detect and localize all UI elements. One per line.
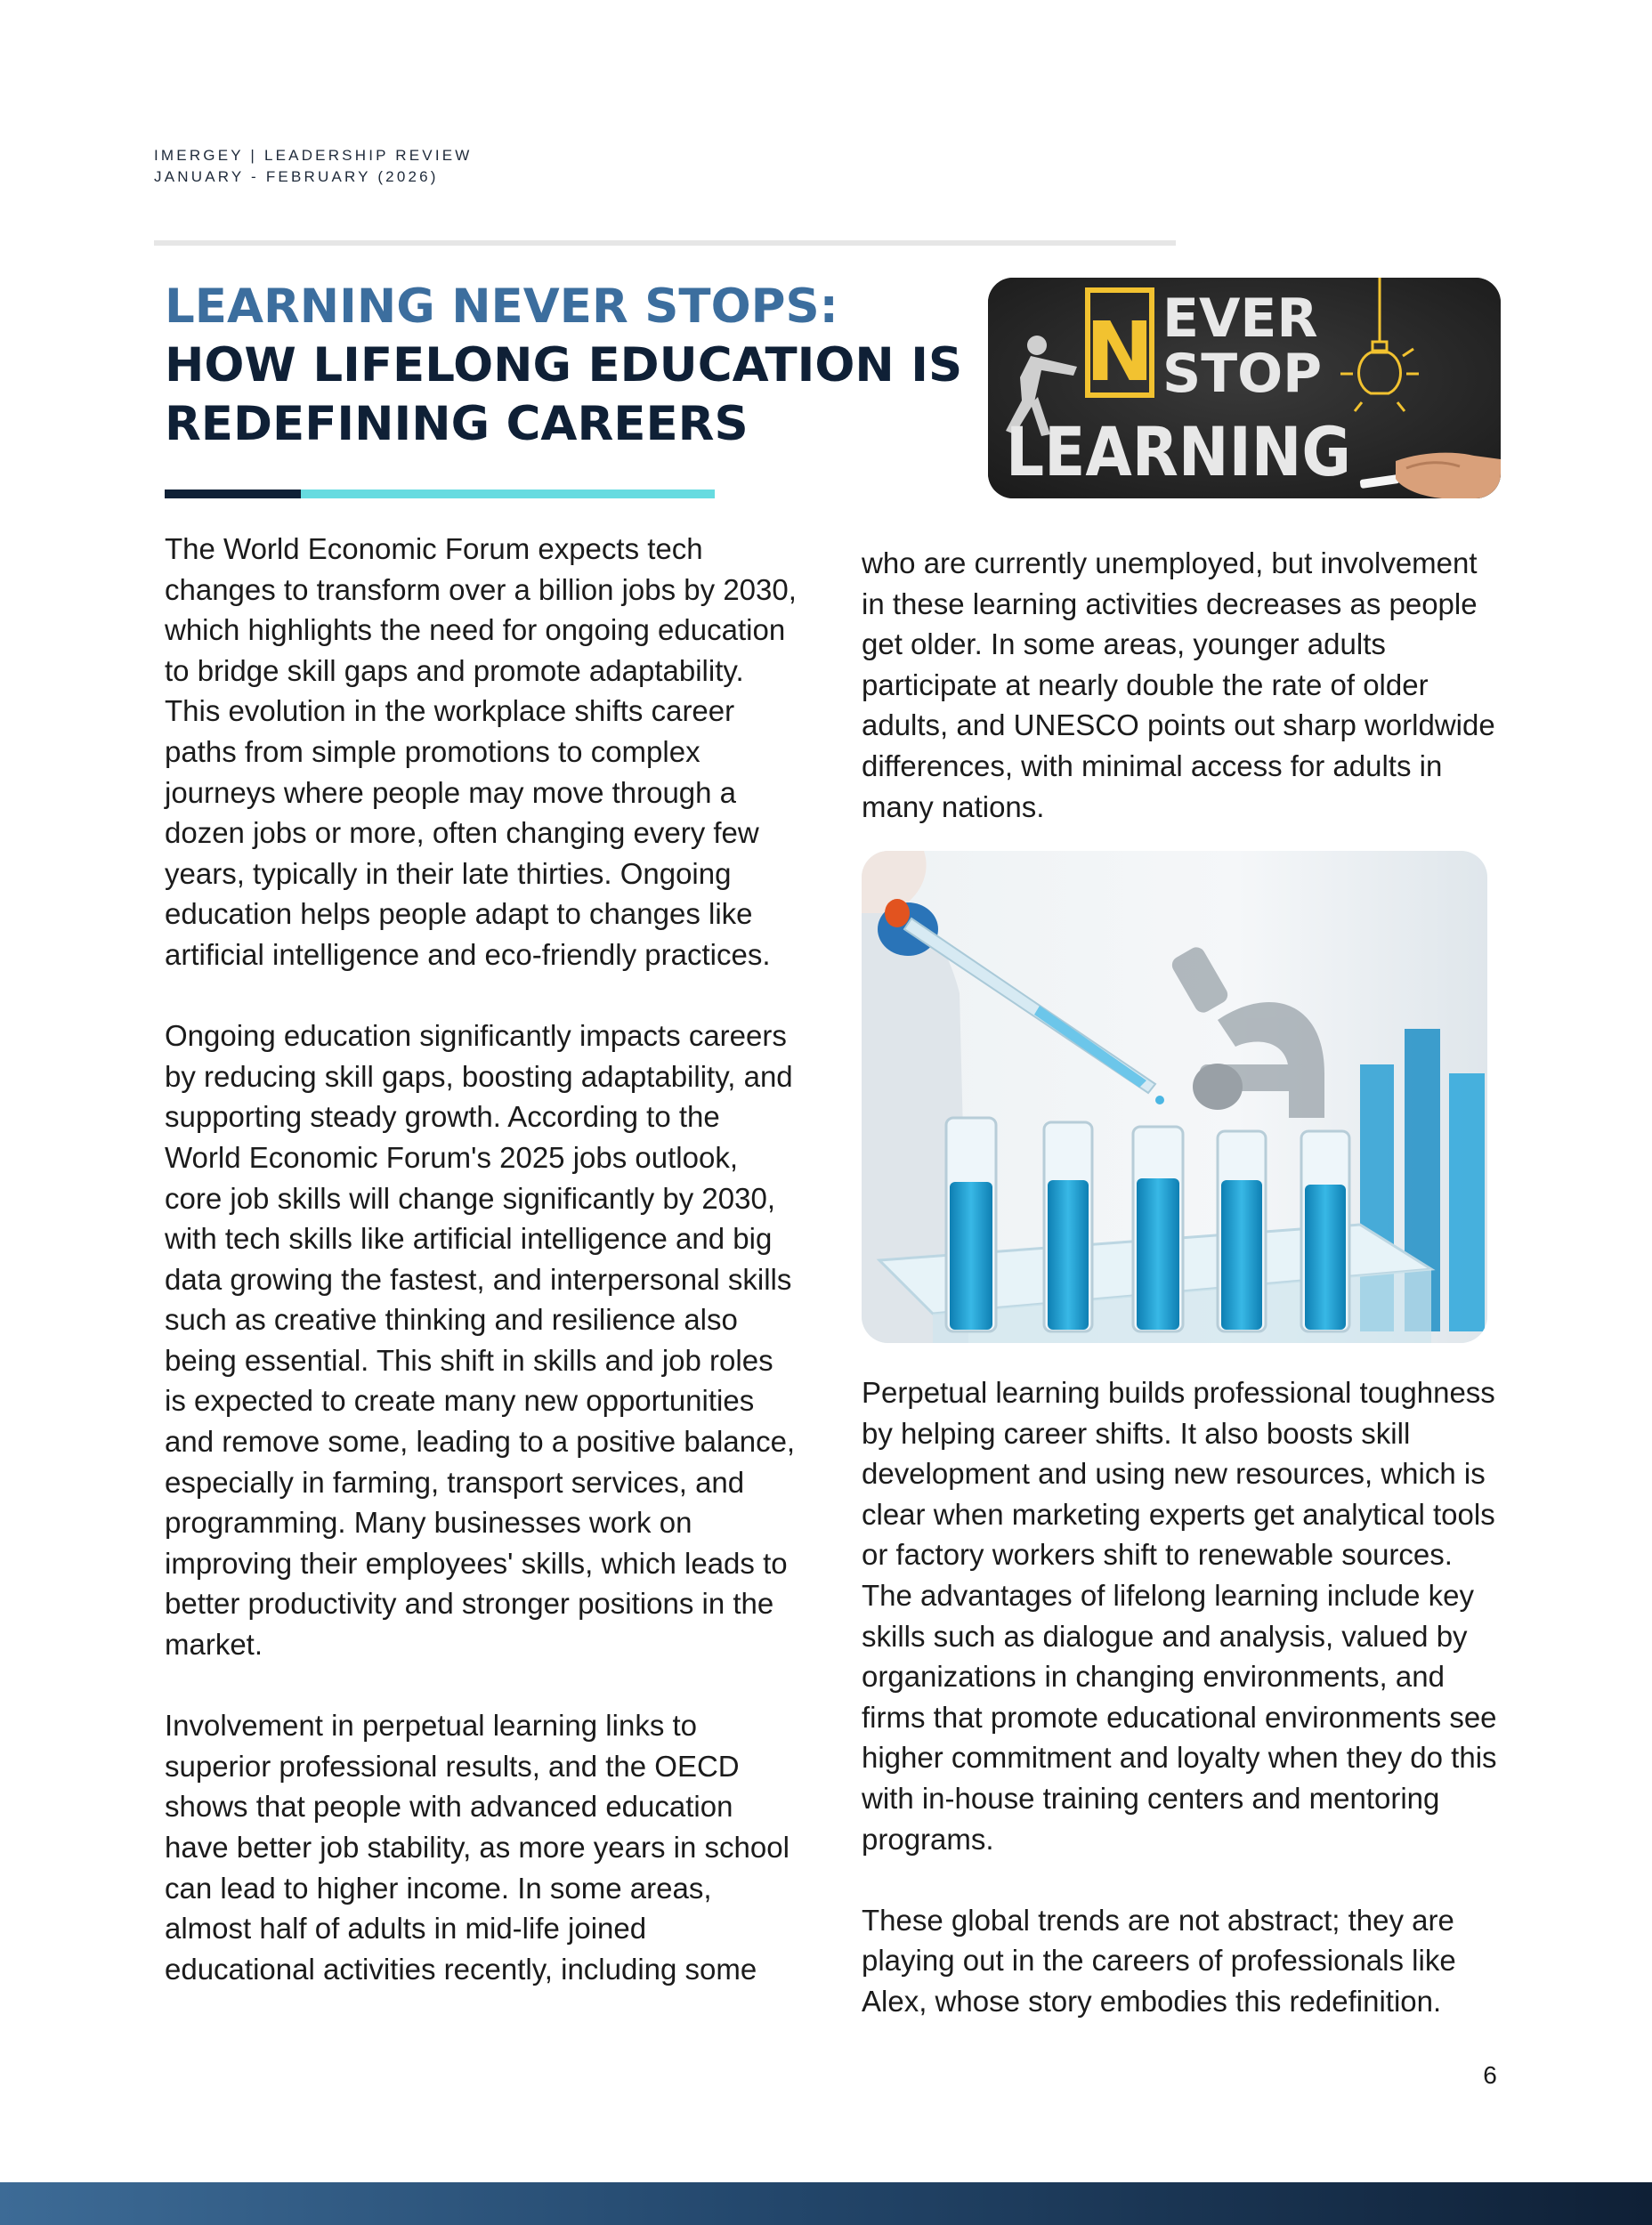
letter-n: N [1085,304,1154,400]
title-accent-bar [165,490,715,498]
paragraph-1: The World Economic Forum expects tech changes to transform over a billion jobs by 2030, which highlights the need for ongoing education to bridge skill gaps and promote adaptability. This evolution in the workplace shifts career paths from simple promotions to complex journeys where people may move through a dozen jobs or more, often changing every few years, typically in their late thirties. Ongoing education helps people adapt to changes like artificial intelligence and eco-friendly practices. [165,532,797,971]
top-divider [154,240,1176,246]
word-ever: EVER [1162,287,1318,350]
article-title [165,278,984,454]
masthead-issue-date: JANUARY - FEBRUARY (2026) [154,168,439,185]
lab-test-tubes-image [862,851,1487,1343]
masthead [154,145,473,188]
right-column-top [862,543,1498,827]
right-column-bottom [862,1372,1498,2022]
paragraph-3: Involvement in perpetual learning links to superior professional results, and the OECD shows that people with advanced education have better job stability, as more years in school can lead to higher income. In some areas, almost half of adults in mid-life joined educational activities recently, including some [165,1709,790,1986]
paragraph-5: Perpetual learning builds professional toughness by helping career shifts. It also boosts skill development and using new resources, which is clear when marketing experts get analytical tools or factory workers shift to renewable sources. The advantages of lifelong learning include key skills such as dialogue and analysis, valued by organizations in changing environments, and firms that promote educational environments see higher commitment and loyalty when they do this with in-house training centers and mentoring programs. [862,1376,1497,1856]
chalkboard-illustration [988,278,1501,498]
paragraph-4: who are currently unemployed, but involvement in these learning activities decreases as people get older. In some areas, younger adults participate at nearly double the rate of older adults, and UNESCO points out sharp worldwide differences, with minimal access for adults in many nations. [862,546,1495,823]
masthead-publication: IMERGEY | LEADERSHIP REVIEW [154,147,473,164]
lab-illustration [862,851,1487,1343]
accent-bar-cyan [301,490,715,498]
page-number: 6 [1483,2061,1497,2089]
word-learning: LEARNING [1006,412,1351,491]
article-title-line2: HOW LIFELONG EDUCATION IS REDEFINING CAREERS [165,338,963,451]
paragraph-6: These global trends are not abstract; they are playing out in the careers of professionals like Alex, whose story embodies this redefinition. [862,1903,1456,2018]
paragraph-2: Ongoing education significantly impacts careers by reducing skill gaps, boosting adaptability, and supporting steady growth. According to the World Economic Forum's 2025 jobs outlook, core job skills will change significantly by 2030, with tech skills like artificial intelligence and big data growing the fastest, and interpersonal skills such as creative thinking and resilience also being essential. This shift in skills and job roles is expected to create many new opportunities and remove some, leading to a positive balance, especially in farming, transport services, and programming. Many businesses work on improving their employees' skills, which leads to better productivity and stronger positions in the market. [165,1019,796,1662]
accent-bar-dark [165,490,301,498]
footer-bar [0,2182,1652,2225]
article-title-line1: LEARNING NEVER STOPS: [165,279,838,334]
word-stop: STOP [1162,343,1323,405]
hero-image-never-stop-learning [988,278,1501,498]
left-column [165,529,801,1989]
